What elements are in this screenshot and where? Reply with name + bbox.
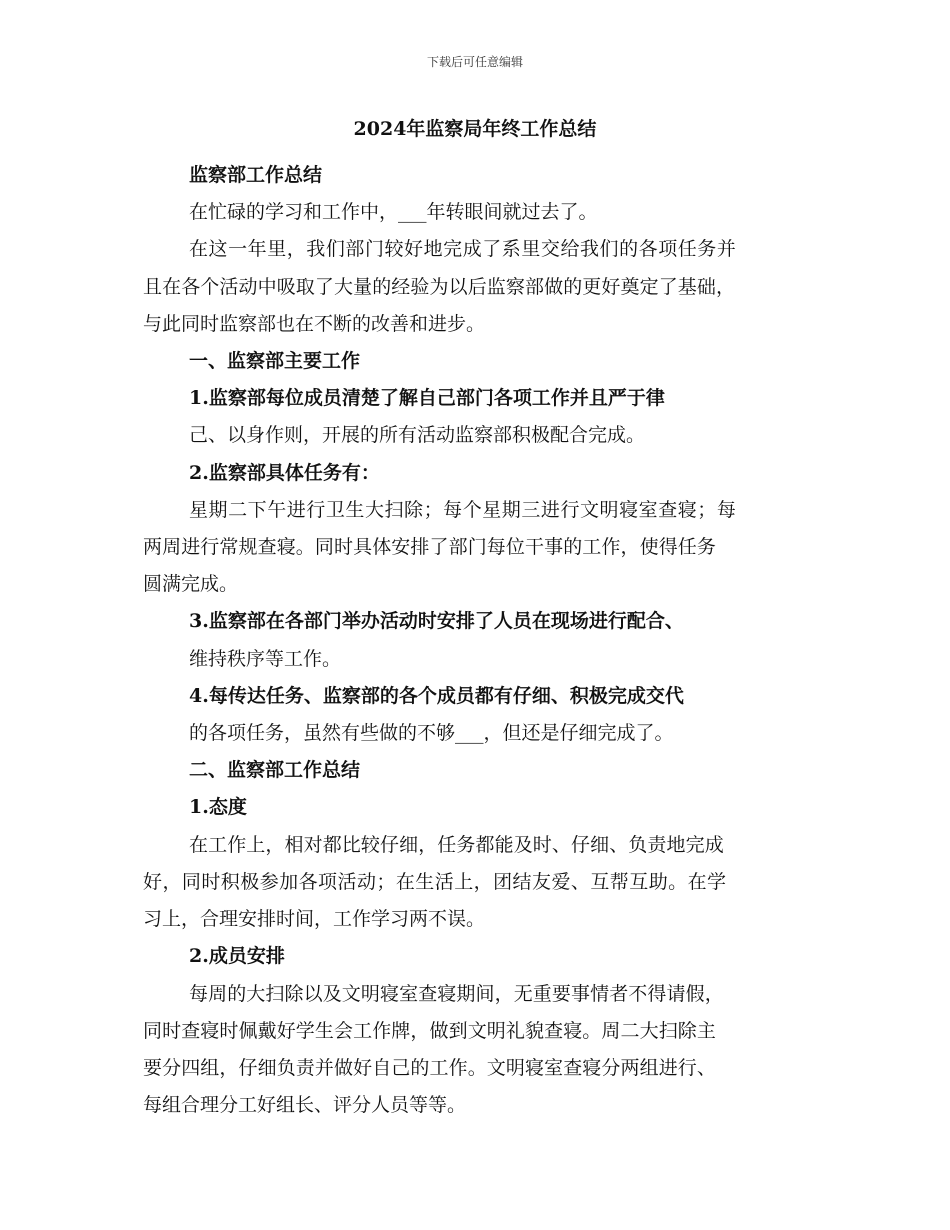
body-text-line: 同时查寝时佩戴好学生会工作牌，做到文明礼貌查寝。周二大扫除主 bbox=[143, 1020, 717, 1042]
body-text-line: 己、以身作则，开展的所有活动监察部积极配合完成。 bbox=[189, 424, 646, 446]
body-text-line: 在这一年里，我们部门较好地完成了系里交给我们的各项任务并 bbox=[189, 238, 737, 260]
body-text-line: 两周进行常规查寝。同时具体安排了部门每位干事的工作，使得任务 bbox=[143, 536, 717, 558]
body-text-line: 与此同时监察部也在不断的改善和进步。 bbox=[143, 313, 486, 335]
list-item-heading: 1.监察部每位成员清楚了解自己部门各项工作并且严于律 bbox=[189, 387, 665, 409]
body-text-line: 圆满完成。 bbox=[143, 573, 239, 595]
sub-heading: 1.态度 bbox=[189, 796, 247, 818]
body-text-line: 且在各个活动中吸取了大量的经验为以后监察部做的更好奠定了基础， bbox=[143, 276, 736, 298]
section-heading: 一、监察部主要工作 bbox=[189, 350, 361, 372]
body-text-line: 每组合理分工好组长、评分人员等等。 bbox=[143, 1094, 467, 1116]
body-text-line: 在忙碌的学习和工作中，___年转眼间就过去了。 bbox=[189, 201, 598, 223]
section-heading: 监察部工作总结 bbox=[189, 164, 323, 186]
body-text-line: 的各项任务，虽然有些做的不够___，但还是仔细完成了。 bbox=[189, 722, 674, 744]
page-header-note: 下载后可任意编辑 bbox=[426, 55, 523, 69]
list-item-heading: 3.监察部在各部门举办活动时安排了人员在现场进行配合、 bbox=[189, 610, 684, 632]
list-item-heading: 2.监察部具体任务有： bbox=[189, 462, 380, 484]
body-text-line: 要分四组，仔细负责并做好自己的工作。文明寝室查寝分两组进行、 bbox=[143, 1057, 717, 1079]
body-text-line: 维持秩序等工作。 bbox=[189, 648, 342, 670]
body-text-line: 每周的大扫除以及文明寝室查寝期间，无重要事情者不得请假， bbox=[189, 983, 724, 1005]
sub-heading: 2.成员安排 bbox=[189, 945, 285, 967]
body-text-line: 习上，合理安排时间，工作学习两不误。 bbox=[143, 908, 486, 930]
list-item-heading: 4.每传达任务、监察部的各个成员都有仔细、积极完成交代 bbox=[189, 685, 684, 707]
section-heading: 二、监察部工作总结 bbox=[189, 759, 361, 781]
body-text-line: 星期二下午进行卫生大扫除；每个星期三进行文明寝室查寝；每 bbox=[189, 499, 737, 521]
body-text-line: 好，同时积极参加各项活动；在生活上，团结友爱、互帮互助。在学 bbox=[143, 871, 727, 893]
body-text-line: 在工作上，相对都比较仔细，任务都能及时、仔细、负责地完成 bbox=[189, 834, 724, 856]
document-title: 2024年监察局年终工作总结 bbox=[353, 118, 597, 140]
